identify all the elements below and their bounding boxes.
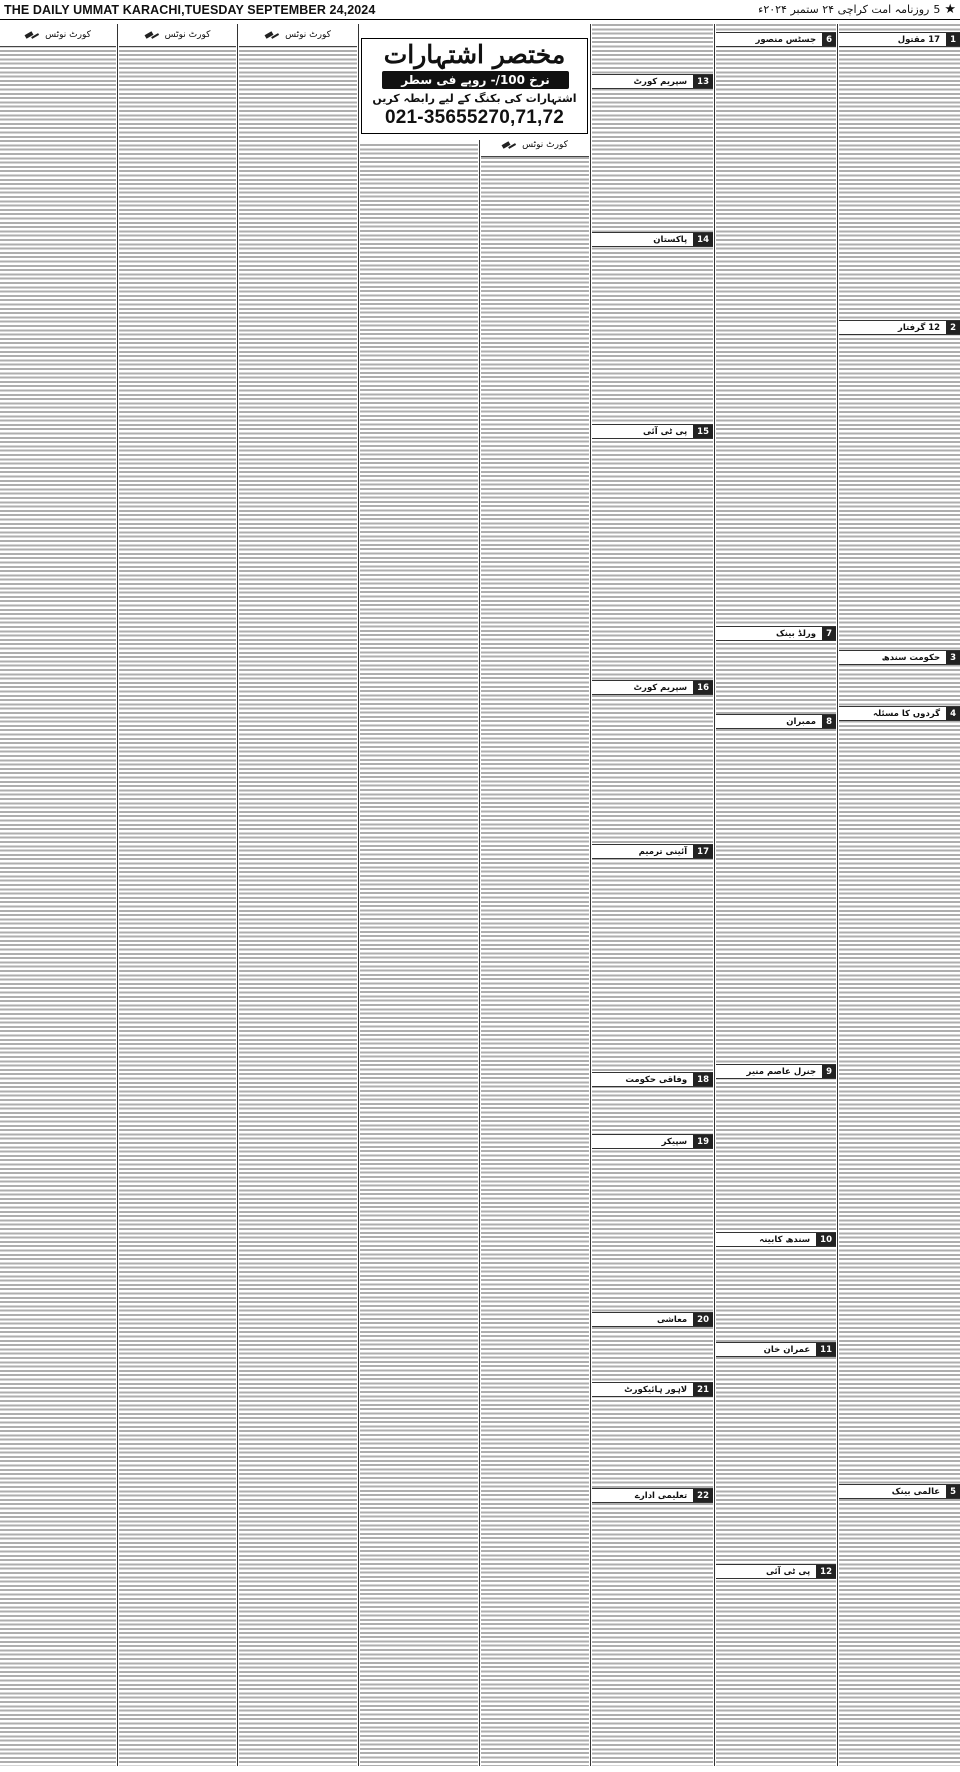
section-header <box>839 320 960 335</box>
section-title: گردوں کا مسئلہ <box>873 709 941 719</box>
section-number: 18 <box>693 1073 713 1086</box>
ad-booking-text: اشتہارات کی بکنگ کے لیے رابطہ کریں <box>372 92 577 105</box>
section-number: 12 <box>816 1565 836 1578</box>
section-header <box>716 714 836 729</box>
gavel-icon <box>265 31 279 40</box>
classified-ads-box <box>361 38 588 134</box>
ad-phone: 021-35655270,71,72 <box>385 107 564 128</box>
section-title: معاشی <box>656 1314 688 1325</box>
section-title: تعلیمی ادارے <box>634 1491 688 1501</box>
section-number: 7 <box>822 627 836 640</box>
section-header <box>592 844 713 859</box>
section-title: 17 مقتول <box>897 34 941 45</box>
section-number: 4 <box>946 707 960 720</box>
column-header: کورٹ نوٹس <box>0 24 116 47</box>
urdu-title-block <box>758 2 956 17</box>
section-title: حکومت سندھ <box>881 652 941 663</box>
section-number: 10 <box>816 1233 836 1246</box>
section-header <box>839 1484 960 1499</box>
section-header <box>716 1564 836 1579</box>
section-title: سندھ کابینہ <box>759 1235 811 1245</box>
section-title: سپریم کورٹ <box>633 76 688 87</box>
section-header <box>716 1342 836 1357</box>
ad-heading: مختصر اشتہارات <box>383 40 566 69</box>
news-column-right2 <box>716 24 836 1766</box>
court-notice-column-4 <box>360 24 478 1766</box>
section-title: عالمی بینک <box>891 1486 941 1497</box>
section-number: 2 <box>946 321 960 334</box>
section-title: 12 گرفتار <box>897 322 941 333</box>
section-number: 16 <box>693 681 713 694</box>
urdu-title: روزنامہ امت کراچی ۲۴ ستمبر ۲۰۲۴ء <box>758 3 930 16</box>
section-header <box>592 74 713 89</box>
court-notice-column-3 <box>239 24 357 1766</box>
section-title: عمران خان <box>763 1344 811 1355</box>
section-header <box>716 32 836 47</box>
section-number: 14 <box>693 233 713 246</box>
ad-rate: نرخ ‎-/100‎ روپے فی سطر <box>382 71 569 89</box>
court-notice-column-1 <box>0 24 116 1766</box>
section-header <box>592 680 713 695</box>
court-notice-column-5 <box>481 24 589 1766</box>
column-header: کورٹ نوٹس <box>239 24 357 47</box>
section-title: پی ٹی آئی <box>765 1566 811 1577</box>
section-header <box>716 1064 836 1079</box>
section-title: جسٹس منصور <box>755 34 817 45</box>
section-number: 17 <box>693 845 713 858</box>
section-header <box>839 706 960 721</box>
gavel-icon <box>502 141 516 150</box>
section-number: 3 <box>946 651 960 664</box>
section-number: 6 <box>822 33 836 46</box>
section-number: 8 <box>822 715 836 728</box>
section-header <box>592 1382 713 1397</box>
section-title: سپیکر <box>661 1136 688 1147</box>
section-number: 21 <box>693 1383 713 1396</box>
section-title: پی ٹی آئی <box>642 426 688 437</box>
section-number: 19 <box>693 1135 713 1148</box>
section-title: پاکستان <box>653 234 688 245</box>
section-title: لاہور ہائیکورٹ <box>624 1385 688 1395</box>
section-title: آئینی ترمیم <box>638 846 688 857</box>
section-header <box>716 626 836 641</box>
section-header <box>839 32 960 47</box>
section-number: 13 <box>693 75 713 88</box>
column-header: کورٹ نوٹس <box>481 134 589 157</box>
section-title: وفاقی حکومت <box>625 1074 688 1085</box>
section-number: 11 <box>816 1343 836 1356</box>
section-header <box>592 1072 713 1087</box>
section-header <box>839 650 960 665</box>
english-title: THE DAILY UMMAT KARACHI,TUESDAY SEPTEMBER 24,2024 <box>4 2 376 17</box>
gavel-icon <box>145 31 159 40</box>
section-header <box>592 1312 713 1327</box>
news-column-mid <box>592 24 713 1766</box>
section-number: 9 <box>822 1065 836 1078</box>
section-number: 22 <box>693 1489 713 1502</box>
section-number: 20 <box>693 1313 713 1326</box>
section-header <box>592 232 713 247</box>
section-title: ورلڈ بینک <box>776 628 817 639</box>
section-number: 1 <box>946 33 960 46</box>
section-header <box>716 1232 836 1247</box>
section-number: 5 <box>946 1485 960 1498</box>
section-header <box>592 424 713 439</box>
court-notice-column-2 <box>119 24 236 1766</box>
star-icon: ★ <box>944 2 956 17</box>
section-number: 15 <box>693 425 713 438</box>
section-title: ممبران <box>786 716 817 727</box>
news-column-right <box>839 24 960 1766</box>
section-header <box>592 1134 713 1149</box>
masthead <box>0 0 960 20</box>
section-header <box>592 1488 713 1503</box>
gavel-icon <box>25 31 39 40</box>
section-title: سپریم کورٹ <box>633 682 688 693</box>
column-header: کورٹ نوٹس <box>119 24 236 47</box>
page-number: 5 <box>933 3 941 16</box>
section-title: جنرل عاصم منیر <box>746 1066 817 1077</box>
